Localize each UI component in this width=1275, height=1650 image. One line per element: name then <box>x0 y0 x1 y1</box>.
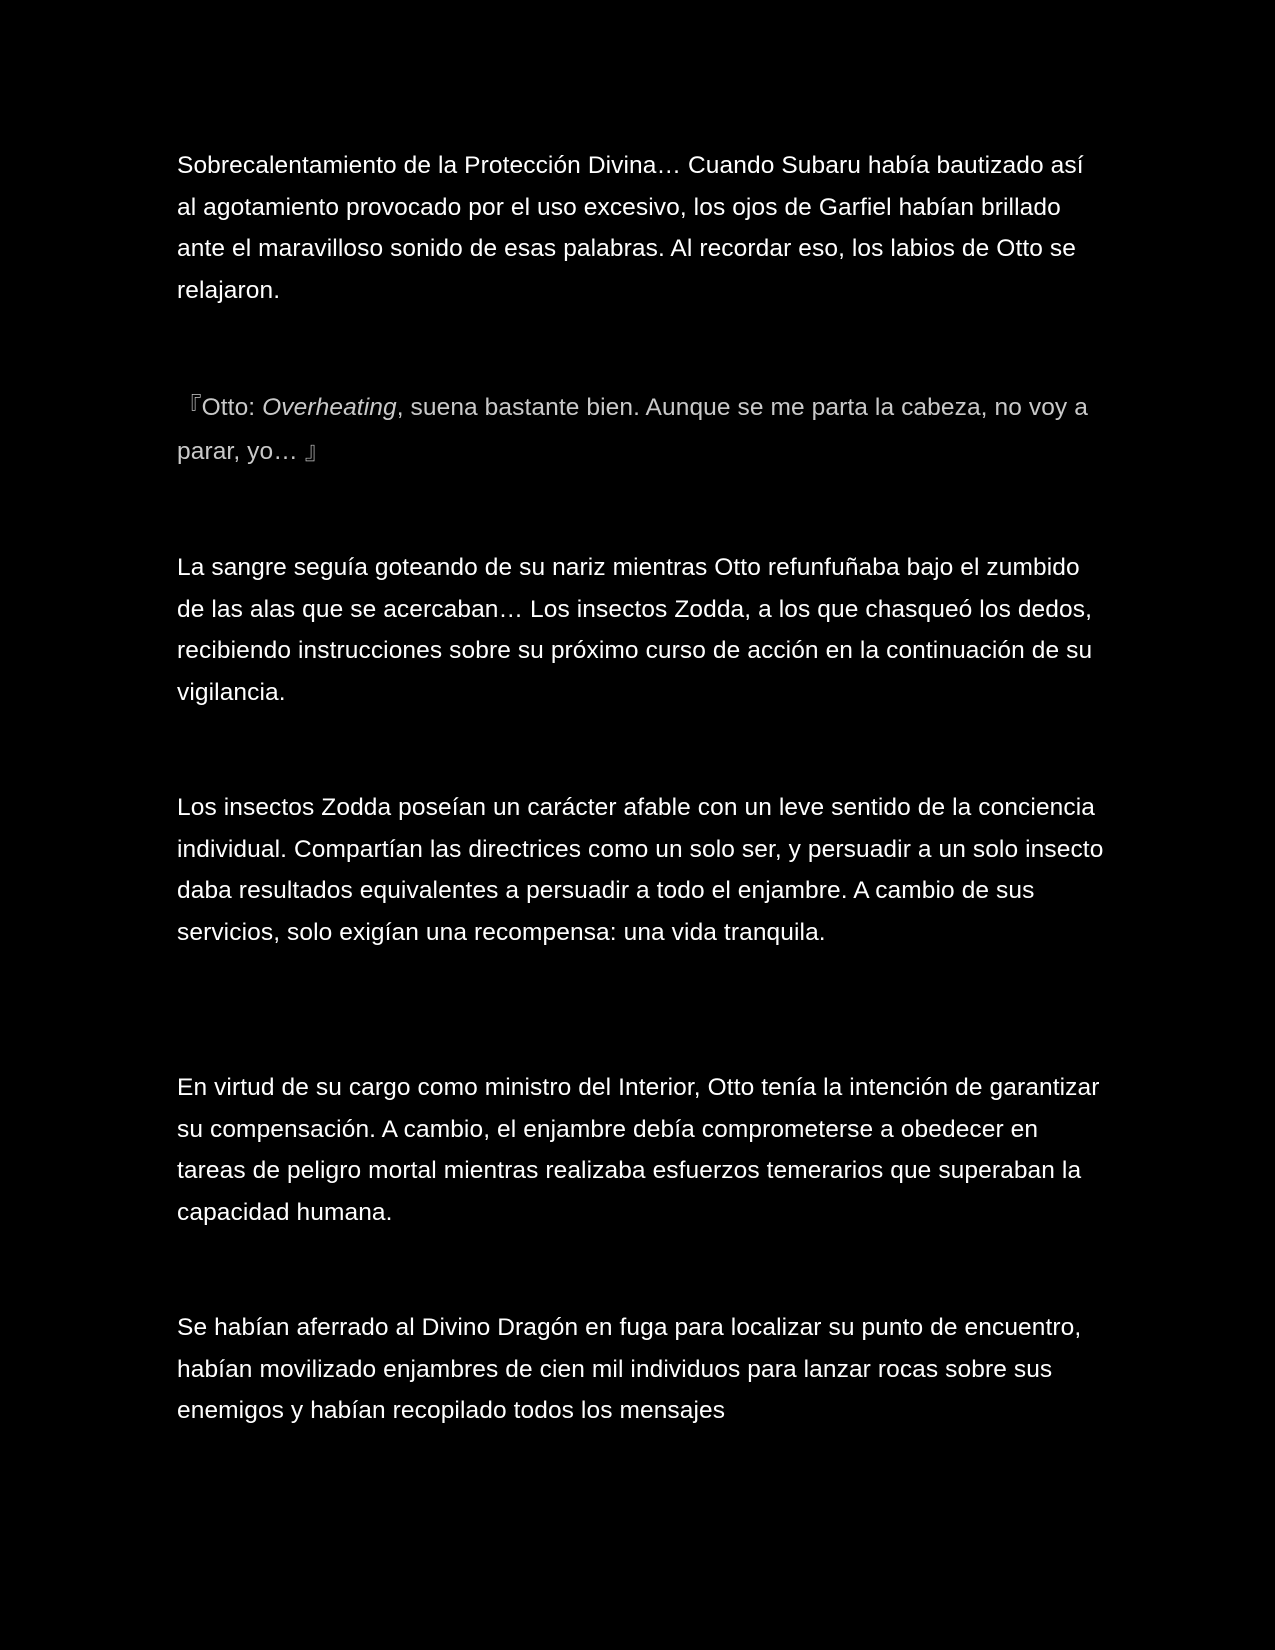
paragraph-5: En virtud de su cargo como ministro del Interior, Otto tenía la intención de garantizar su compensación. A cambio, el enjambre debía comprometerse a obedecer en tareas de peligro mortal mientras realizaba esfuerzos temerarios que superaban la capacidad humana. <box>177 1074 1100 1226</box>
paragraph-4: Los insectos Zodda poseían un carácter afable con un leve sentido de la conciencia individual. Compartían las directrices como un solo ser, y persuadir a un solo insecto daba resultados equivalentes a persuadir a todo el enjambre. A cambio de sus servicios, solo exigían una recompensa: una vida tranquila. <box>177 794 1104 946</box>
paragraph-3: La sangre seguía goteando de su nariz mientras Otto refunfuñaba bajo el zumbido de las alas que se acercaban… Los insectos Zodda, a los que chasqueó los dedos, recibiendo instrucciones sobre su próximo curso de acción en la continuación de su vigilancia. <box>177 554 1093 706</box>
paragraph-6: Se habían aferrado al Divino Dragón en fuga para localizar su punto de encuentro, habían movilizado enjambres de cien mil individuos para lanzar rocas sobre sus enemigos y habían recopilado todos los mensajes <box>177 1314 1082 1424</box>
dialogue-text: , suena bastante bien. Aunque se me parta la cabeza, no voy a parar, yo… 』 <box>177 394 1088 465</box>
dialogue-italic-word: Overheating <box>262 394 397 421</box>
dialogue-line <box>177 386 1107 474</box>
paragraph-1: Sobrecalentamiento de la Protección Divina… Cuando Subaru había bautizado así al agotamiento provocado por el uso excesivo, los ojos de Garfiel habían brillado ante el maravilloso sonido de esas palabras. Al recordar eso, los labios de Otto se relajaron. <box>177 152 1084 304</box>
dialogue-speaker: 『Otto: <box>177 394 263 421</box>
